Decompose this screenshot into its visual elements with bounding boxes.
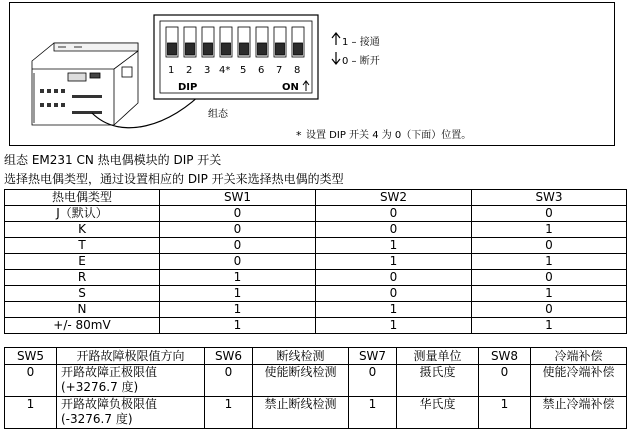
table-cell: N (5, 302, 160, 318)
table-cell: J（默认） (5, 206, 160, 222)
table-row (5, 222, 627, 238)
thermocouple-type-table (4, 189, 627, 334)
table-cell: 1 (160, 302, 316, 318)
table-cell: 1 (160, 318, 316, 334)
table-cell: 1 (316, 238, 472, 254)
on-label: ON (282, 82, 299, 93)
table-cell: 0 (316, 286, 472, 302)
table-cell: 0 (472, 302, 627, 318)
table-cell: +/- 80mV (5, 318, 160, 334)
table-cell: 1 (316, 302, 472, 318)
switch-number: 1 (168, 65, 175, 76)
switch-settings-table (4, 347, 627, 429)
table-cell: 0 (316, 270, 472, 286)
dip-switch-lever (294, 43, 303, 55)
table-header-row (5, 348, 627, 365)
em231-module-drawing (32, 43, 138, 125)
header-cell: 测量单位 (397, 348, 479, 365)
table-cell: 0 (160, 254, 316, 270)
table-cell: 禁止冷端补偿 (531, 397, 627, 429)
switch-number: 2 (186, 65, 193, 76)
table-cell: T (5, 238, 160, 254)
table-row (5, 397, 627, 429)
dip-switch-lever (168, 43, 177, 55)
table-row (5, 206, 627, 222)
dip-switch-lever (258, 43, 267, 55)
switch-number: 8 (294, 65, 301, 76)
table-cell: 1 (160, 270, 316, 286)
dip-switch-lever (186, 43, 195, 55)
table-cell: 1 (316, 254, 472, 270)
table-cell: 1 (316, 318, 472, 334)
table-cell: 摄氏度 (397, 365, 479, 397)
header-cell: 断线检测 (253, 348, 349, 365)
dip-switch-lever (204, 43, 213, 55)
header-cell: SW8 (479, 348, 531, 365)
header-cell: 热电偶类型 (5, 190, 160, 206)
table-cell: 0 (160, 222, 316, 238)
table-cell: 0 (205, 365, 253, 397)
switch-number: 5 (240, 65, 247, 76)
table-cell: 0 (349, 365, 397, 397)
dip-switch-lever (240, 43, 249, 55)
table-row (5, 365, 627, 397)
table-cell: 1 (472, 222, 627, 238)
table-header-row (5, 190, 627, 206)
table-cell: 禁止断线检测 (253, 397, 349, 429)
switch-number: 7 (276, 65, 283, 76)
table-cell: 1 (205, 397, 253, 429)
table-cell: 1 (472, 254, 627, 270)
table-cell: 1 (479, 397, 531, 429)
dip-switch-lever (222, 43, 231, 55)
legend-off: 0 – 断开 (342, 56, 380, 67)
table-cell: 1 (472, 318, 627, 334)
table-row (5, 270, 627, 286)
switch-number: 3 (204, 65, 211, 76)
table-cell: 华氏度 (397, 397, 479, 429)
table-cell: 开路故障负极限值(-3276.7 度) (57, 397, 205, 429)
table-row (5, 238, 627, 254)
switch-number: 4* (219, 65, 231, 76)
table-row (5, 286, 627, 302)
table-cell: 0 (160, 238, 316, 254)
dip-switch-block (154, 15, 318, 99)
table-cell: 0 (472, 206, 627, 222)
table-cell: 0 (472, 270, 627, 286)
header-cell: 冷端补偿 (531, 348, 627, 365)
header-cell: SW5 (5, 348, 57, 365)
header-cell: SW6 (205, 348, 253, 365)
table-cell: 0 (5, 365, 57, 397)
table-cell: 0 (316, 206, 472, 222)
down-arrow-icon (332, 52, 340, 64)
table-cell: 0 (472, 238, 627, 254)
table-cell: 使能断线检测 (253, 365, 349, 397)
figure-drawing (10, 3, 614, 145)
table-cell: 1 (5, 397, 57, 429)
table-cell: 0 (160, 206, 316, 222)
header-cell: 开路故障极限值方向 (57, 348, 205, 365)
table-cell: S (5, 286, 160, 302)
dip-switch-lever (276, 43, 285, 55)
header-cell: SW1 (160, 190, 316, 206)
table-cell: 开路故障正极限值(+3276.7 度) (57, 365, 205, 397)
table-cell: 0 (316, 222, 472, 238)
table-cell: 0 (479, 365, 531, 397)
table-cell: E (5, 254, 160, 270)
table-cell: 1 (349, 397, 397, 429)
thermocouple-intro: 选择热电偶类型，通过设置相应的 DIP 开关来选择热电偶的类型 (4, 172, 344, 186)
header-cell: SW7 (349, 348, 397, 365)
config-label: 组态 (208, 109, 228, 120)
table-cell: 使能冷端补偿 (531, 365, 627, 397)
switch-number: 6 (258, 65, 265, 76)
table-row (5, 302, 627, 318)
table-cell: 1 (160, 286, 316, 302)
footnote: 设置 DIP 开关 4 为 0（下面）位置。 (306, 130, 472, 141)
header-cell: SW2 (316, 190, 472, 206)
up-arrow-icon (332, 33, 340, 45)
header-cell: SW3 (472, 190, 627, 206)
footnote-mark: * (296, 129, 302, 142)
table-row (5, 318, 627, 334)
legend-on: 1 – 接通 (342, 37, 380, 48)
table-cell: R (5, 270, 160, 286)
table-cell: 1 (472, 286, 627, 302)
table-cell: K (5, 222, 160, 238)
table-row (5, 254, 627, 270)
figure-caption: 组态 EM231 CN 热电偶模块的 DIP 开关 (4, 153, 222, 167)
dip-switch-figure (9, 2, 615, 146)
dip-label: DIP (178, 82, 198, 93)
